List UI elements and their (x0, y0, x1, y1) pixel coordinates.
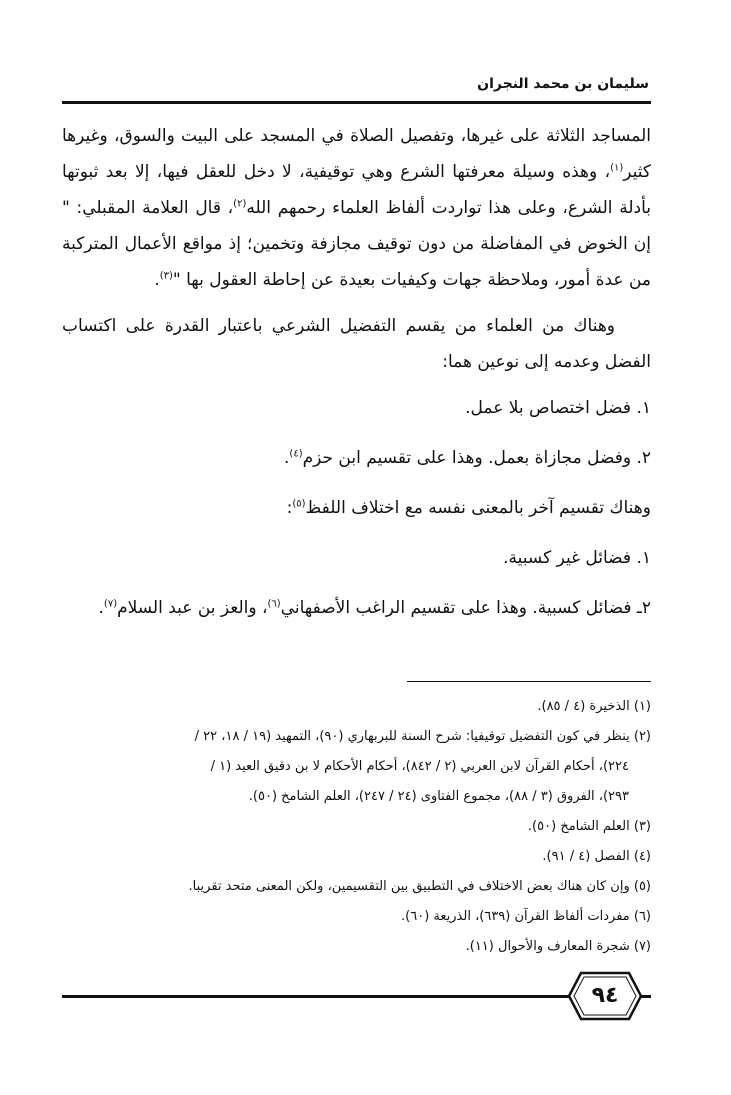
footnote-ref-5: (٥) (292, 498, 306, 510)
list-item-1: ١. فضل اختصاص بلا عمل. (465, 398, 651, 418)
footnote-separator (407, 681, 651, 682)
footnote-5: (٥) وإن كان هناك بعض الاختلاف في التطبيق بين التقسيمين، ولكن المعنى متحد تقريبا. (188, 879, 651, 894)
list-item-2: ٢. وفضل مجازاة بعمل. وهذا على تقسيم ابن حزم$^{(٤)}$. (284, 448, 651, 468)
footnote-ref-2: (٢) (233, 198, 247, 210)
list-item-3: ١. فضائل غير كسبية. (503, 548, 651, 568)
footnote-2-cont-2: ٢٩٣)، الفروق (٣ / ٨٨)، مجموع الفتاوى (٢٤ / ٢٤٧)، العلم الشامخ (٥٠). (248, 789, 629, 804)
list-item-4: ٢ـ فضائل كسبية. وهذا على تقسيم الراغب الأصفهاني$^{(٦)}$، والعز بن عبد السلام$^{(٧)}$. (98, 598, 651, 618)
footnote-3: (٣) العلم الشامخ (٥٠). (527, 819, 651, 834)
footnote-2-cont-1: ٢٢٤)، أحكام القرآن لابن العربي (٢ / ٨٤٢)، أحكام الأحكام لا بن دقيق العيد (١ / (210, 759, 629, 774)
running-header-author: سليمان بن محمد النجران (477, 76, 649, 92)
paragraph-2: وهناك من العلماء من يقسم التفضيل الشرعي باعتبار القدرة على اكتساب الفضل وعدمه إلى نوعين هما: (62, 316, 651, 372)
footer-rule-left (62, 995, 574, 998)
footnote-ref-7: (٧) (103, 598, 118, 610)
paragraph-1: المساجد الثلاثة على غيرها، وتفصيل الصلاة في المسجد على البيت والسوق، وغيرها كثير$^{(١)}$، وهذه وسيلة معرفتها الشرع وهي توقيفية، لا دخل للعقل فيها، إلا بعد ثبوتها بأدلة الشرع، وعلى هذا تواردت ألفاظ العلماء رحمهم الله$^{(٢)}$، قال العلامة المقبلي: " إن الخوض في المفاضلة من دون توقيف مجازفة وتخمين؛ إذ مواقع الأعمال المتركبة من عدة أمور، وملاحظة جهات وكيفيات بعيدة عن إحاطة العقول بها "$^{(٣)}$. (62, 126, 651, 290)
footnote-6: (٦) مفردات ألفاظ القرآن (٦٣٩)، الذريعة (٦٠). (401, 909, 651, 924)
footnote-ref-4: (٤) (289, 448, 303, 460)
footnote-ref-6: (٦) (267, 598, 281, 610)
page-number: ٩٤ (591, 983, 619, 1008)
footnote-ref-1: (١) (610, 162, 624, 174)
footnote-1: (١) الذخيرة (٤ / ٨٥). (537, 699, 651, 714)
footnotes (62, 692, 651, 962)
footnote-2: (٢) ينظر في كون التفضيل توقيفيا: شرح السنة للبربهاري (٩٠)، التمهيد (١٩ / ١٨، ٢٢ / (194, 729, 651, 744)
main-text (62, 118, 651, 636)
paragraph-3: وهناك تقسيم آخر بالمعنى نفسه مع اختلاف اللفظ$^{(٥)}$: (286, 498, 651, 518)
footnote-7: (٧) شجرة المعارف والأحوال (١١). (465, 939, 651, 954)
page-number-badge (567, 970, 643, 1022)
header-rule (62, 101, 651, 104)
footnote-4: (٤) الفصل (٤ / ٩١). (542, 849, 651, 864)
footnote-ref-3: (٣) (159, 270, 173, 282)
